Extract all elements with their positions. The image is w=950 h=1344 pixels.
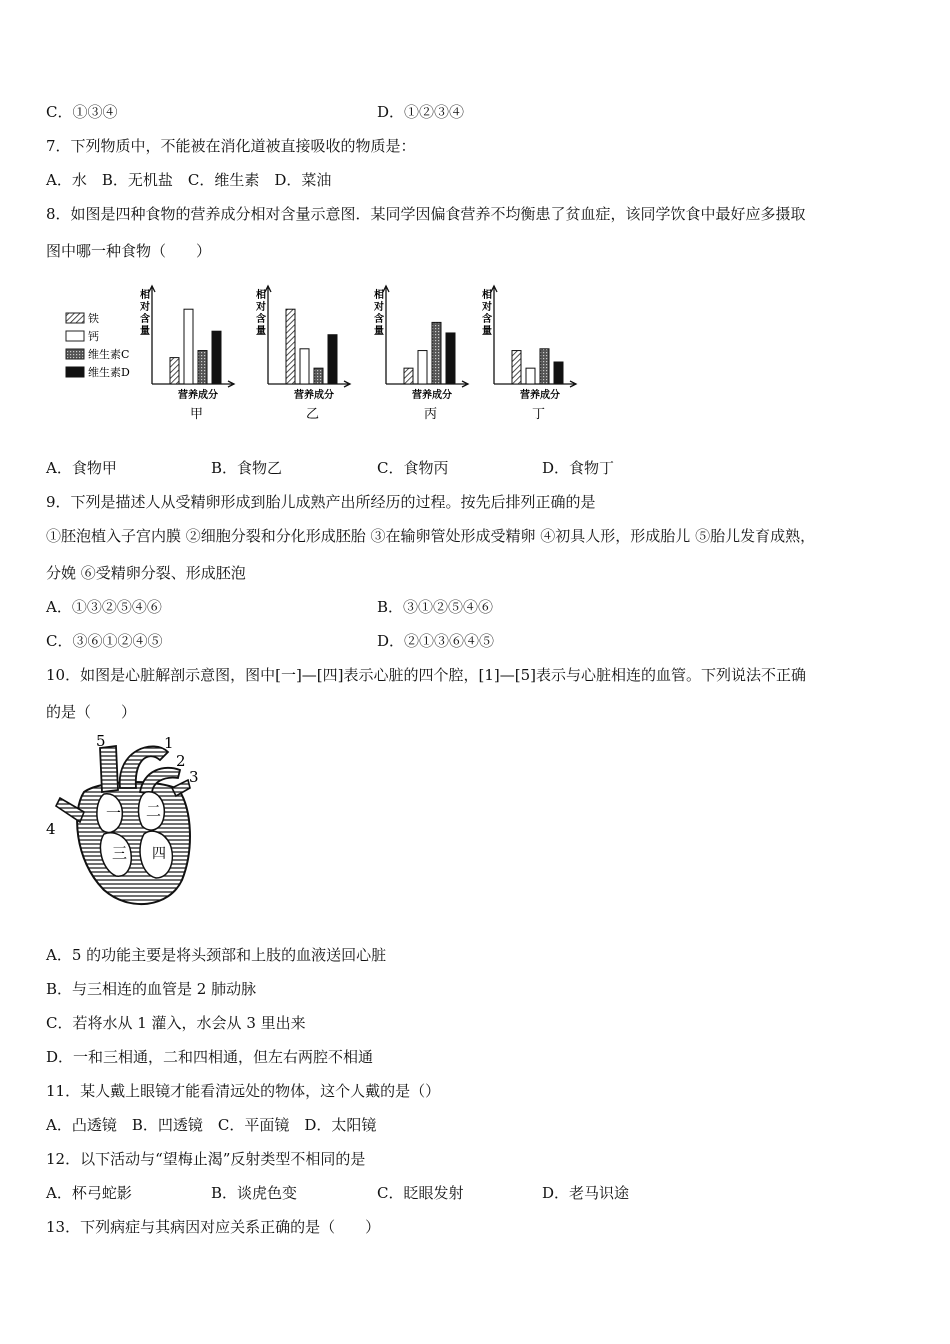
q8-option-c: C．食物丙 (377, 459, 449, 477)
bar-iron (404, 368, 413, 384)
bar-iron (512, 351, 521, 384)
bar-vitamin-c (198, 351, 207, 384)
q10-option-d: D．一和三相通，二和四相通，但左右两腔不相通 (46, 1048, 374, 1066)
vessel-3 (172, 780, 190, 796)
q12-option-b: B．谈虎色变 (211, 1184, 298, 1202)
q12-option-d: D．老马识途 (542, 1184, 630, 1202)
q11-options: A．凸透镜 B．凹透镜 C．平面镜 D．太阳镜 (46, 1116, 377, 1134)
label-chamber-two: 二 (146, 802, 162, 820)
vessel-5 (100, 746, 118, 792)
q10-stem-line2: 的是（ ） (46, 703, 137, 721)
chart-title: 丙 (424, 407, 438, 422)
label-chamber-one: 一 (106, 804, 122, 822)
bar-iron (170, 358, 179, 384)
q6-option-d: D．①②③④ (377, 103, 465, 121)
legend-label-vitamin-d: 维生素D (88, 366, 130, 379)
y-axis-label: 相对含量 (482, 290, 492, 337)
q9-option-a: A．①③②⑤④⑥ (46, 598, 162, 616)
chart-title: 甲 (190, 407, 204, 422)
y-axis-label: 相对含量 (256, 290, 266, 337)
label-chamber-three: 三 (112, 844, 128, 862)
x-axis-label: 营养成分 (412, 390, 452, 401)
heart-diagram (44, 730, 214, 912)
chart-title: 丁 (532, 407, 546, 422)
label-4: 4 (46, 820, 56, 838)
bar-vitamin-d (554, 362, 563, 384)
q8-option-a: A．食物甲 (46, 459, 117, 477)
label-3: 3 (189, 768, 199, 786)
q10-stem-line1: 10．如图是心脏解剖示意图，图中[一]—[四]表示心脏的四个腔，[1]—[5]表示与心脏相连的血管。下列说法不正确 (46, 666, 806, 684)
legend-swatch-iron (66, 313, 84, 323)
label-chamber-four: 四 (152, 846, 166, 862)
q10-option-c: C．若将水从 1 灌入，水会从 3 里出来 (46, 1014, 306, 1032)
bar-iron (286, 309, 295, 384)
bar-calcium (184, 309, 193, 384)
label-2: 2 (176, 752, 186, 770)
chart-ding (480, 280, 590, 428)
label-1: 1 (164, 734, 174, 752)
q9-option-b: B．③①②⑤④⑥ (377, 598, 494, 616)
bar-vitamin-c (432, 322, 441, 384)
heart-body (77, 782, 190, 904)
q8-option-d: D．食物丁 (542, 459, 615, 477)
q9-option-d: D．②①③⑥④⑤ (377, 632, 495, 650)
x-axis-label: 营养成分 (520, 390, 560, 401)
bar-vitamin-c (314, 368, 323, 384)
chart-title: 乙 (306, 407, 320, 422)
q9-items-line2: 分娩 ⑥受精卵分裂、形成胚泡 (46, 564, 246, 582)
q8-stem-line2: 图中哪一种食物（ ） (46, 242, 212, 260)
bar-vitamin-d (446, 333, 455, 384)
q9-stem: 9．下列是描述人从受精卵形成到胎儿成熟产出所经历的过程。按先后排列正确的是 (46, 493, 596, 511)
y-axis-label: 相对含量 (374, 290, 384, 337)
q10-option-b: B．与三相连的血管是 2 肺动脉 (46, 980, 257, 998)
bar-calcium (418, 351, 427, 384)
q12-option-c: C．眨眼发射 (377, 1184, 464, 1202)
q13-stem: 13．下列病症与其病因对应关系正确的是（ ） (46, 1218, 381, 1236)
q9-option-c: C．③⑥①②④⑤ (46, 632, 163, 650)
legend-label-iron: 铁 (88, 312, 99, 325)
y-axis-label: 相对含量 (140, 290, 150, 337)
q8-stem-line1: 8．如图是四种食物的营养成分相对含量示意图．某同学因偏食营养不均衡患了贫血症，该同学饮食中最好应多摄取 (46, 205, 806, 223)
legend-swatch-vitamin-c (66, 349, 84, 359)
q6-option-c: C．①③④ (46, 103, 118, 121)
legend-swatch-vitamin-d (66, 367, 84, 377)
q7-stem: 7．下列物质中，不能被在消化道被直接吸收的物质是： (46, 137, 416, 155)
legend-swatch-calcium (66, 331, 84, 341)
q11-stem: 11．某人戴上眼镜才能看清远处的物体，这个人戴的是（） (46, 1082, 441, 1100)
q12-option-a: A．杯弓蛇影 (46, 1184, 132, 1202)
bar-calcium (300, 349, 309, 384)
q7-options: A．水 B．无机盐 C．维生素 D．菜油 (46, 171, 332, 189)
q8-option-b: B．食物乙 (211, 459, 283, 477)
q12-stem: 12．以下活动与“望梅止渴”反射类型不相同的是 (46, 1150, 366, 1168)
chart-jia (138, 280, 248, 428)
legend-label-calcium: 钙 (88, 330, 99, 343)
bar-vitamin-c (540, 349, 549, 384)
chart-bing (372, 280, 482, 428)
bar-vitamin-d (212, 331, 221, 384)
legend-label-vitamin-c: 维生素C (88, 348, 130, 361)
chart-yi (254, 280, 364, 428)
q10-option-a: A．5 的功能主要是将头颈部和上肢的血液送回心脏 (46, 946, 387, 964)
x-axis-label: 营养成分 (178, 390, 218, 401)
bar-vitamin-d (328, 335, 337, 384)
label-5: 5 (96, 732, 106, 750)
bar-calcium (526, 368, 535, 384)
x-axis-label: 营养成分 (294, 390, 334, 401)
q9-items-line1: ①胚泡植入子宫内膜 ②细胞分裂和分化形成胚胎 ③在输卵管处形成受精卵 ④初具人形，形成胎儿 ⑤胎儿发育成熟， (46, 527, 816, 545)
